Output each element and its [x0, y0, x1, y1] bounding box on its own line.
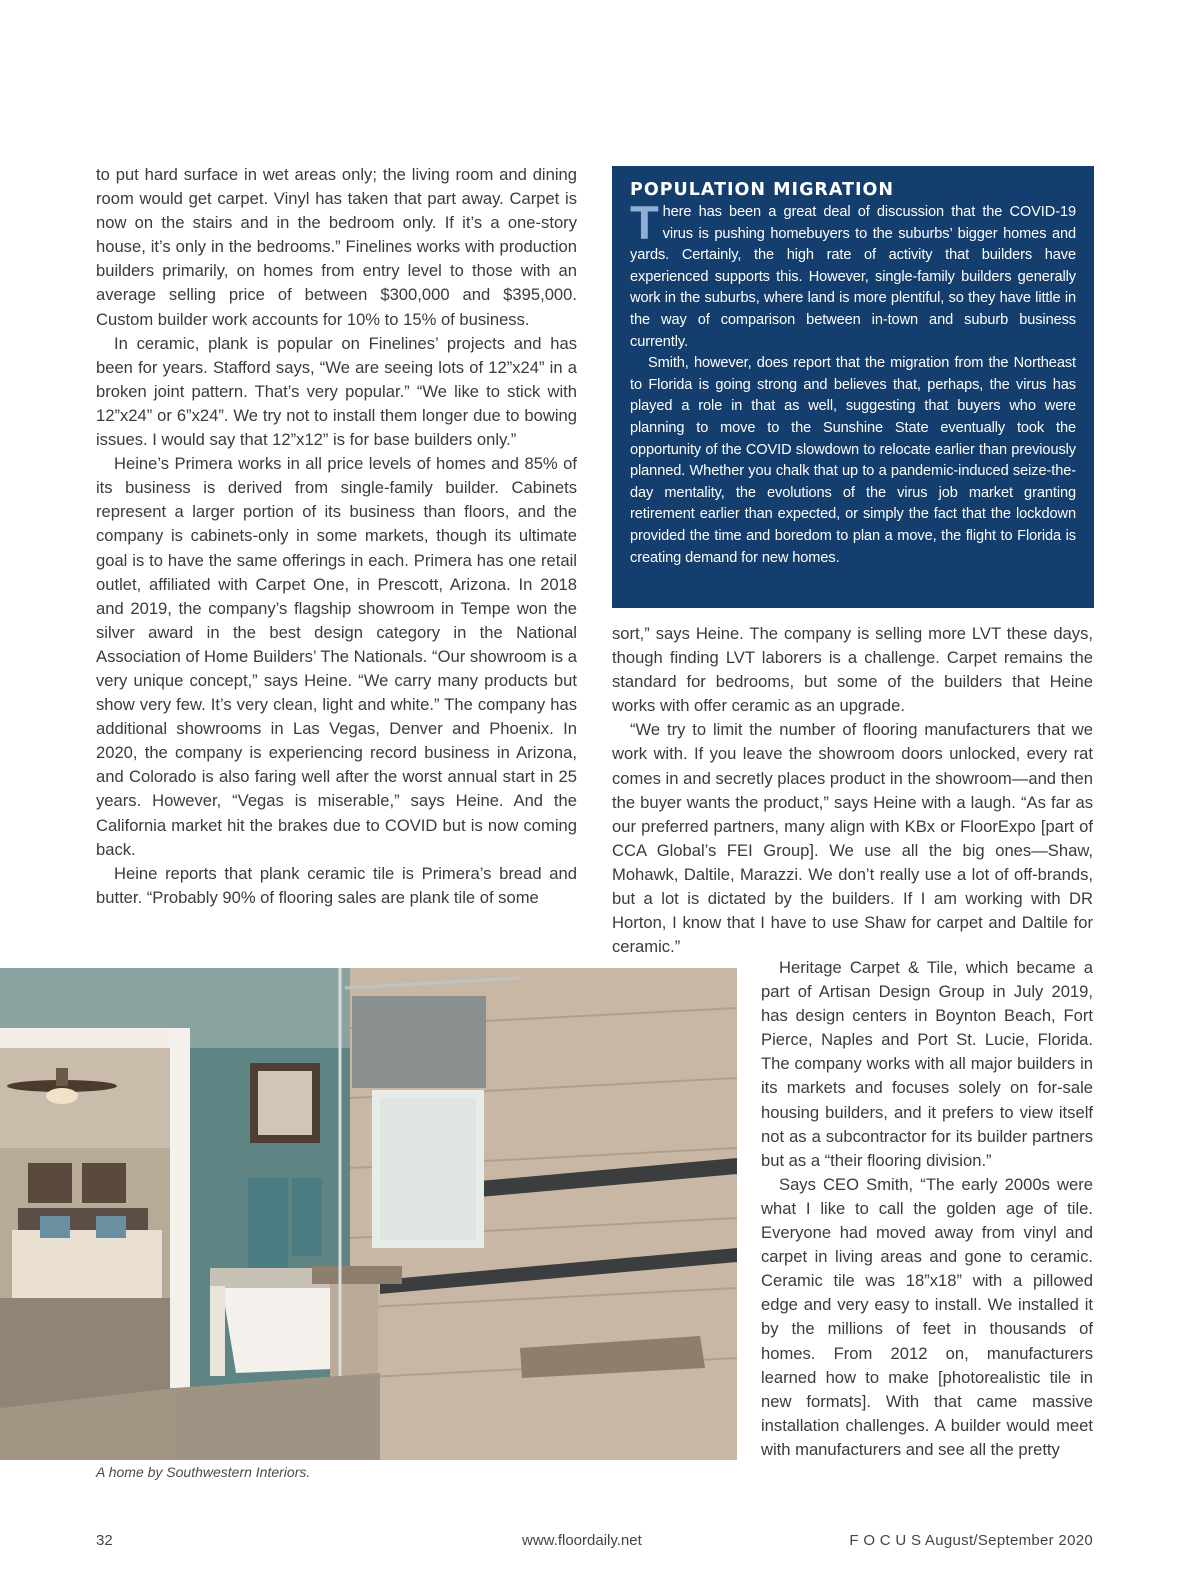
sidebar-title: POPULATION MIGRATION	[630, 180, 895, 200]
article-right-column-top	[612, 622, 1093, 959]
bathroom-photo-illustration	[0, 968, 737, 1460]
article-paragraph: sort,” says Heine. The company is selling more LVT these days, though finding LVT laborers is a challenge. Carpet remains the standard for bedrooms, but some of the builders that Heine works with offer ceramic as an upgrade.	[612, 624, 1093, 716]
population-migration-sidebar	[612, 166, 1094, 608]
page-number: 32	[96, 1532, 113, 1549]
article-paragraph: Heine’s Primera works in all price levels of homes and 85% of its business is derived from single-family builder. Cabinets represent a larger portion of its business than floors, and the company is cabinets-only in some markets, though its ultimate goal is to have the same offerings in each. Primera has one retail outlet, affiliated with Carpet One, in Prescott, Arizona. In 2018 and 2019, the company’s flagship showroom in Tempe won the silver award in the best design category in the National Association of Home Builders’ The Nationals. “Our showroom is a very unique concept,” says Heine. “We carry many products but show very few. It’s very clean, light and white.” The company has additional showrooms in Las Vegas, Denver and Phoenix. In 2020, the company is experiencing record business in Arizona, and Colorado is also faring well after the worst annual start in 25 years. However, “Vegas is miserable,” says Heine. And the California market hit the brakes due to COVID but is now coming back.	[96, 454, 577, 859]
drop-cap: T	[630, 196, 659, 249]
photo-caption: A home by Southwestern Interiors.	[96, 1464, 311, 1480]
bathroom-photo	[0, 968, 737, 1460]
article-paragraph: “We try to limit the number of flooring manufacturers that we work with. If you leave the showroom doors unlocked, every rat comes in and secretly places product in the showroom—and then the buyer wants the product,” says Heine with a laugh. “As far as our preferred partners, many align with KBx or FloorExpo [part of CCA Global’s FEI Group]. We use all the big ones—Shaw, Mohawk, Daltile, Marazzi. We don’t really use a lot of off-brands, but a lot is dictated by the builders. If I am working with DR Horton, I know that I have to use Shaw for carpet and Daltile for ceramic.”	[612, 720, 1093, 957]
issue-label: F O C U S August/September 2020	[849, 1532, 1093, 1549]
sidebar-paragraph	[630, 196, 1076, 353]
article-paragraph: In ceramic, plank is popular on Finelines’ projects and has been for years. Stafford says, “We are seeing lots of 12”x24” in a broken joint pattern. That’s very popular.” “We like to stick with 12”x24” or 6”x24”. We try not to install them longer due to bowing issues. I would say that 12”x12” is for base builders only.”	[96, 333, 577, 450]
article-paragraph: Heritage Carpet & Tile, which became a part of Artisan Design Group in July 2019, has design centers in Boynton Beach, Fort Pierce, Naples and Port St. Lucie, Florida. The company works with all major builders in its markets and focuses solely on for-sale housing builders, and it prefers to view itself not as a subcontractor for its builder partners but as a “their flooring division.”	[761, 958, 1093, 1170]
article-paragraph: Says CEO Smith, “The early 2000s were what I like to call the golden age of tile. Everyone had moved away from vinyl and carpet in living areas and gone to ceramic. Ceramic tile was 18”x18” with a pillowed edge and very easy to install. We installed it by the millions of feet in thousands of homes. From 2012 on, manufacturers learned how to make [photorealistic tile in new formats]. With that came massive installation challenges. A builder would meet with manufacturers and see all the pretty	[761, 1174, 1093, 1459]
article-left-column	[96, 163, 577, 910]
article-right-column-bottom	[761, 956, 1093, 1462]
sidebar-paragraph: Smith, however, does report that the migration from the Northeast to Florida is going strong and believes that, perhaps, the virus has played a role in that as well, suggesting that buyers who were planning to move to the Sunshine State eventually took the opportunity of the COVID slowdown to relocate earlier than previously planned. Whether you chalk that up to a pandemic-induced seize-the-day mentality, the evolutions of the virus job market granting retirement earlier than expected, or simply the fact that the lockdown provided the time and boredom to plan a move, the flight to Florida is creating demand for new homes.	[630, 355, 1076, 566]
article-paragraph: Heine reports that plank ceramic tile is Primera’s bread and butter. “Probably 90% of flooring sales are plank tile of some	[96, 863, 577, 907]
sidebar-paragraph-text: here has been a great deal of discussion that the COVID-19 virus is pushing homebuyers to the suburbs’ bigger homes and yards. Certainly, the high rate of activity that builders have experienced supports this. However, single-family builders generally work in the suburbs, where land is more plentiful, so they have little in the way of comparison between in-town and suburb business currently.	[630, 204, 1076, 350]
sidebar-text	[630, 196, 1076, 569]
website-url: www.floordaily.net	[522, 1532, 642, 1549]
article-paragraph: to put hard surface in wet areas only; the living room and dining room would get carpet. Vinyl has taken that part away. Carpet is now on the stairs and in the bedroom only. If it’s a one-story house, it’s only in the bedrooms.” Finelines works with production builders primarily, on homes from entry level to those with an average selling price of between $300,000 and $395,000. Custom builder work accounts for 10% to 15% of business.	[96, 165, 577, 329]
